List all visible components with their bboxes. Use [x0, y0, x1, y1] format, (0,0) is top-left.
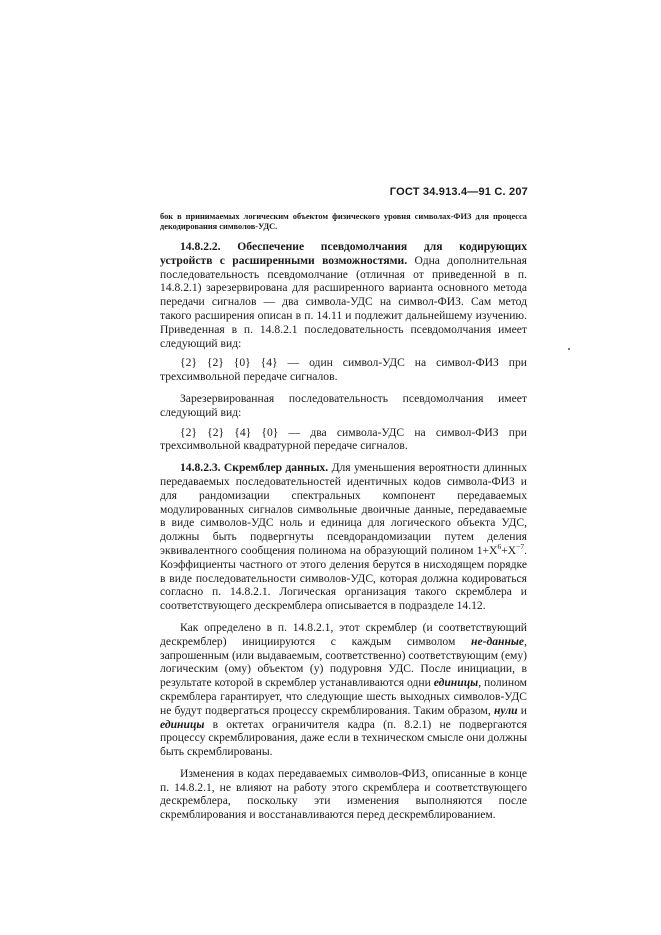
speck	[568, 348, 570, 350]
emphasis: не-данные	[471, 634, 525, 648]
polynomial-term: +X	[501, 543, 517, 557]
top-fragment: бок в принимаемых логическим объектом физического уровня символах-ФИЗ для процесса декодирования символов-УДС.	[160, 212, 527, 231]
text-run: , полином скремблера гарантирует, что следующие шесть выходных символов-УДС не будут подвергаться процессу скремблирования. Таким образом,	[160, 676, 527, 717]
text-run: Как определено в п. 14.8.2.1, этот скремблер (и соответствующий дескремблер) инициируются с каждым символом	[160, 620, 527, 648]
emphasis: нули	[493, 703, 518, 717]
section-heading: 14.8.2.2. Обеспечение псевдомолчания для кодирующих устройств с расширенными возможностями.	[160, 240, 527, 267]
exponent: 6	[497, 542, 502, 552]
emphasis: единицы	[160, 717, 205, 731]
section-body-a: Для уменьшения вероятности длинных передаваемых последовательностей идентичных кодов символа-ФИЗ и для рандомизации спектральных компонент передаваемых модулированных сигналов символьные двоичные данные, передаваемые в виде символов-УДС ноль и единица для логического объекта УДС, должны быть подвергнуты псевдорандомизации путем деления эквивалентного сообщения полинома на образующий полином 1+X	[160, 461, 527, 557]
paragraph-scrambler-init	[160, 621, 527, 759]
text-run: в октетах ограничителя кадра (п. 8.2.1) не подвергаются процессу скремблирования, даже если в техническом смысле они должны быть скремблированы.	[160, 717, 527, 759]
section-14-8-2-3	[160, 461, 527, 613]
section-heading: 14.8.2.3. Скремблер данных.	[180, 461, 329, 475]
formula-2: {2} {2} {4} {0} — два символа-УДС на символ-ФИЗ при трехсимвольной квадратурной передаче сигналов.	[160, 425, 527, 453]
section-14-8-2-2	[160, 240, 527, 350]
page-header: ГОСТ 34.913.4—91 С. 207	[389, 186, 528, 198]
section-body: Одна дополнительная последовательность псевдомолчание (отличная от приведенной в п. 14.8.2.1) зарезервирована для расширенного варианта основного метода передачи сигналов — два символа-УДС на символ-ФИЗ. Сам метод такого расширения описан в п. 14.11 и подлежит дальнейшему изучению. Приведенная в п. 14.8.2.1 последовательность псевдомолчания имеет следующий вид:	[160, 253, 528, 350]
emphasis: единицы	[433, 676, 479, 690]
text-column	[160, 212, 527, 822]
paragraph-changes: Изменения в кодах передаваемых символов-ФИЗ, описанные в конце п. 14.8.2.1, не влияют на работу этого скремблера и соответствующего дескремблера, поскольку эти изменения выполняются после скремблирования и восстанавливаются перед дескремблированием.	[160, 766, 527, 822]
reserved-intro: Зарезервированная последовательность псевдомолчания имеет следующий вид:	[160, 391, 527, 419]
formula-1: {2} {2} {0} {4} — один символ-УДС на символ-ФИЗ при трехсимвольной передаче сигналов.	[160, 356, 527, 384]
section-body-b: . Коэффициенты частного от этого деления берутся в нисходящем порядке в виде последовательности символов-УДС, которая должна кодироваться согласно п. 14.8.2.1. Логическая организация такого скремблера и соответствующего дескремблера описывается в подразделе 14.12.	[160, 543, 527, 613]
exponent: −7	[516, 542, 525, 552]
text-run: и	[520, 703, 527, 717]
text-run: , запрошенным (или выдаваемым, соответственно) соответствующим (ему) логическим (ому) объектом (у) подуровня УДС. После инициации, в результате которой в скремблер устанавливаются одни	[160, 634, 527, 690]
